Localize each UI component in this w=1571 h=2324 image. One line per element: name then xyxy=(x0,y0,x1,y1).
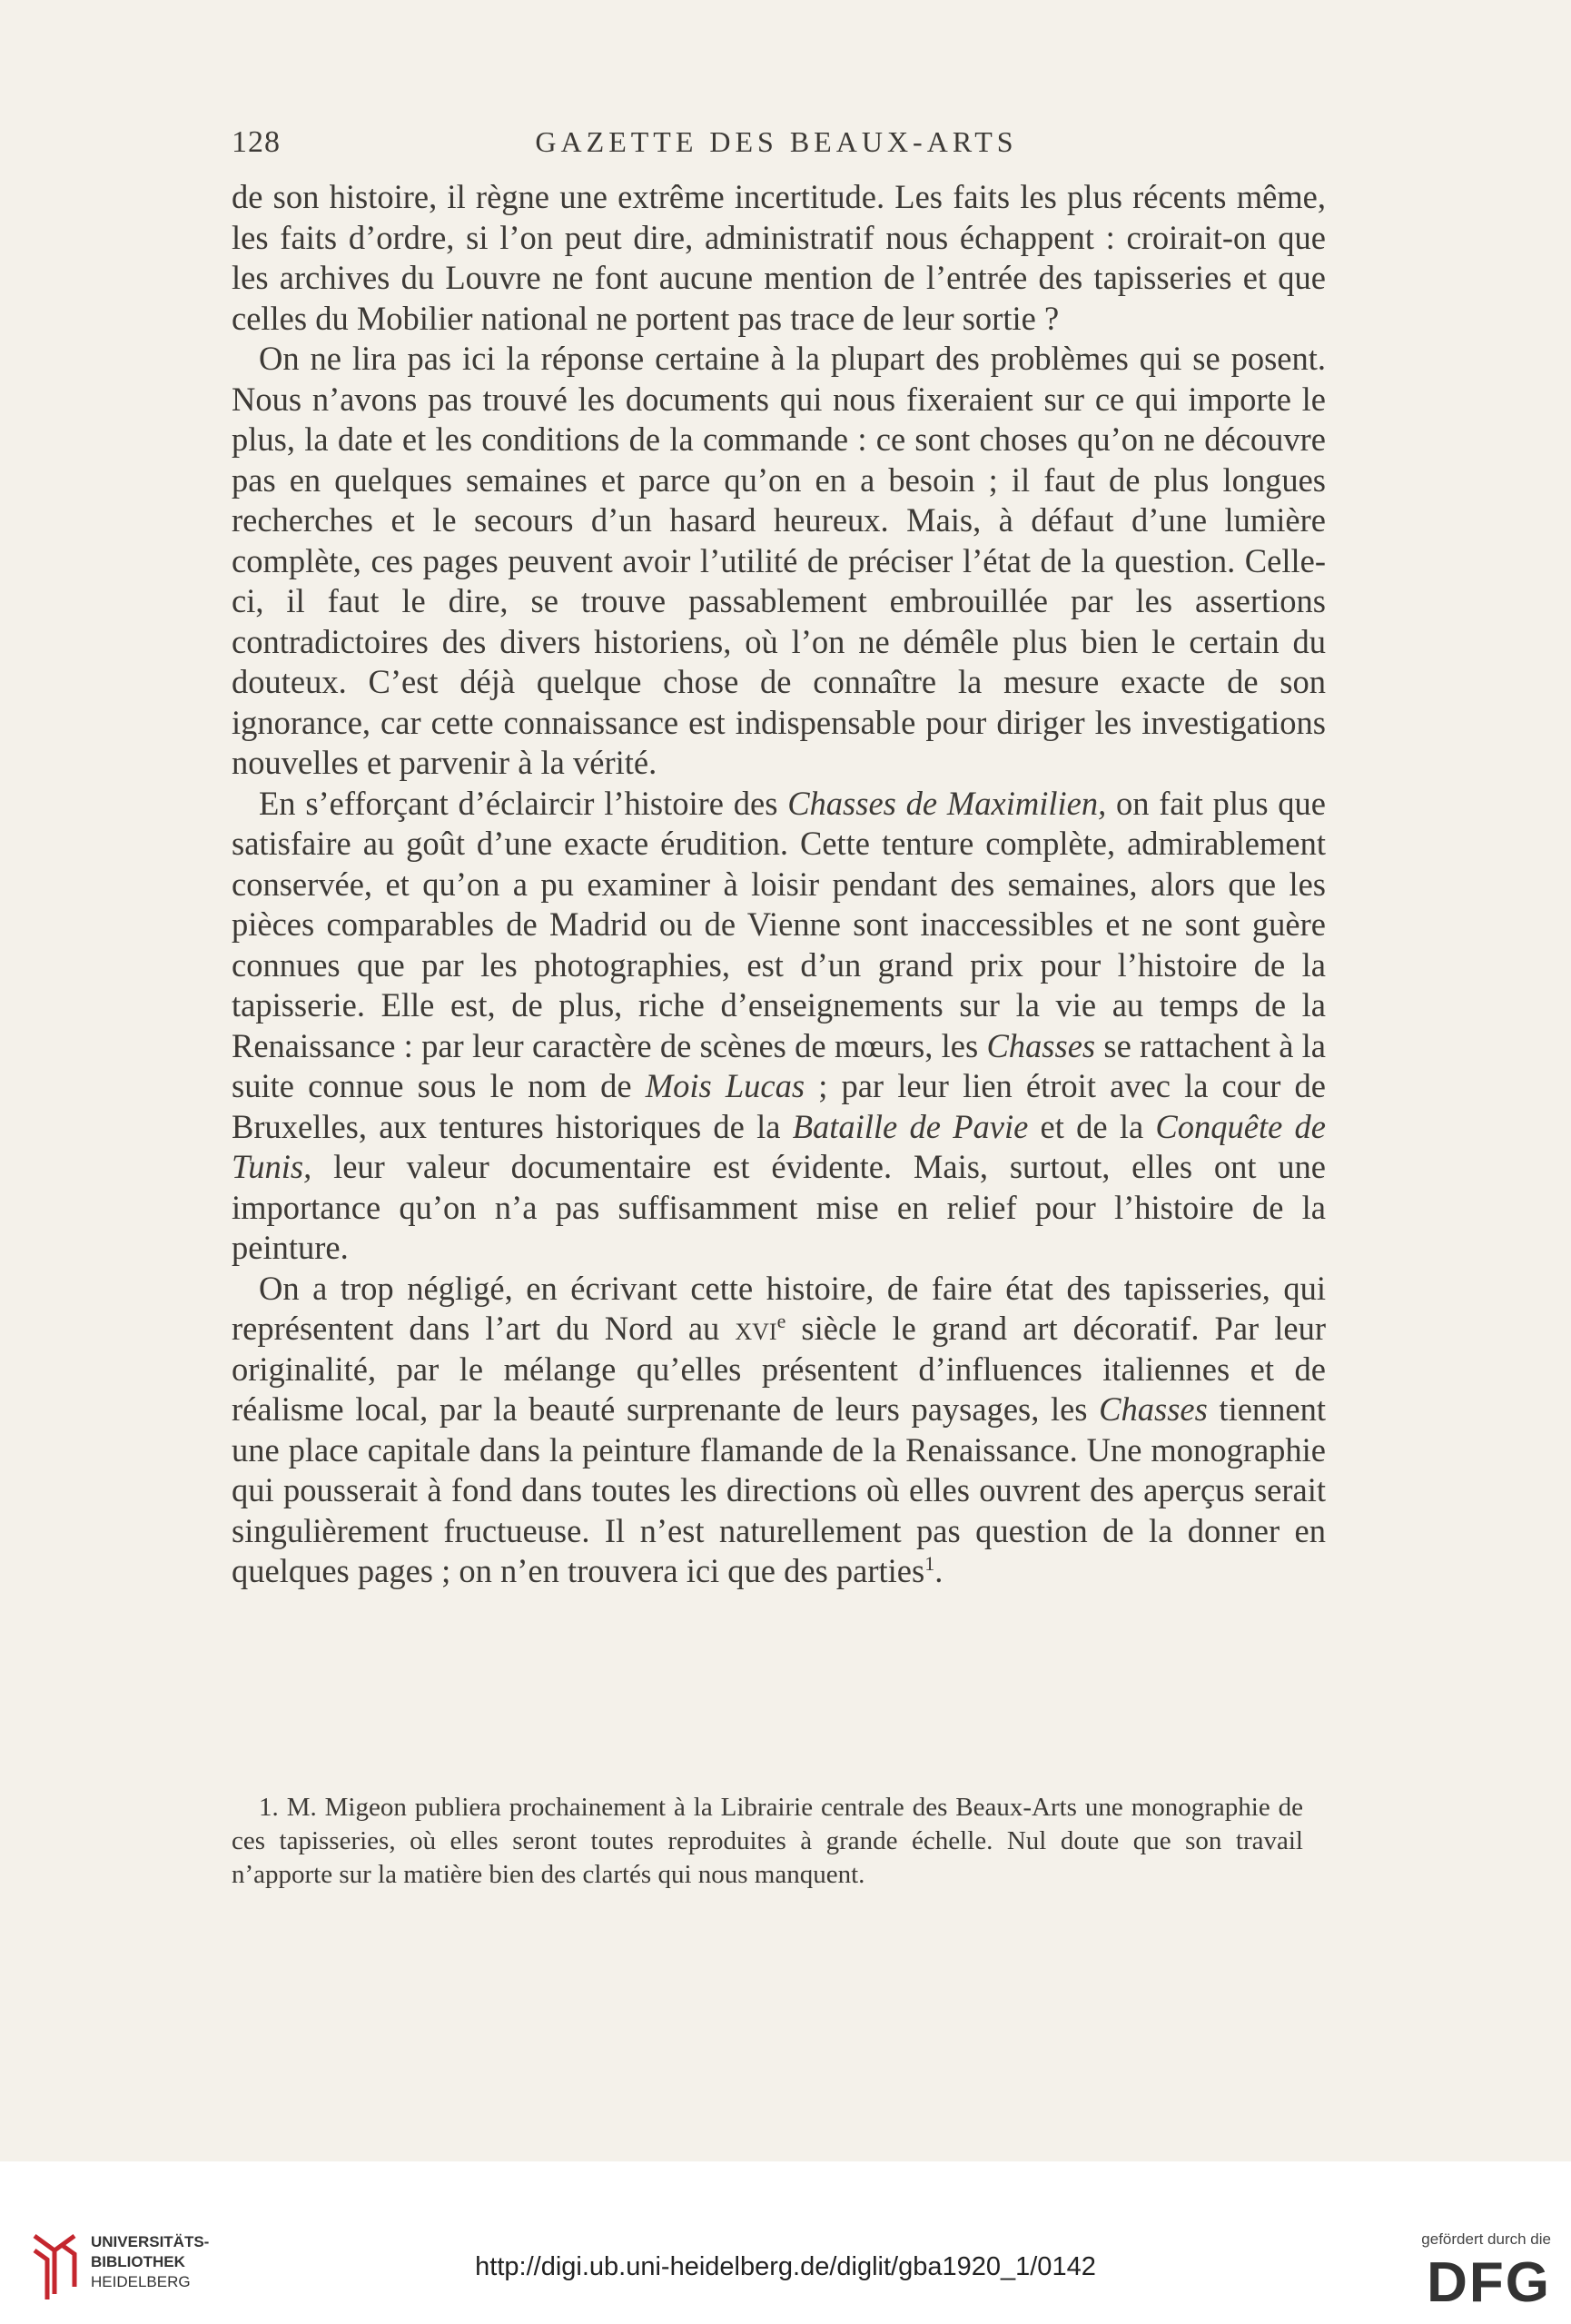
century-numeral: xvi xyxy=(735,1310,777,1347)
italic-title: Chasses xyxy=(986,1026,1096,1064)
text-span: leur valeur documentaire est évidente. Mais, surtout, elles ont une importance qu’on n’a pas suffisamment mise en relief pour l’histoire de la peinture. xyxy=(232,1148,1326,1266)
century-superscript: e xyxy=(776,1309,786,1332)
library-name-line-2: BIBLIOTHEK xyxy=(91,2253,185,2270)
text-span: siècle le grand art décoratif. Par leur originalité, par le mélange qu’elles présentent d’influences italiennes et de réalisme local, par la beauté surprenante de leurs paysages, les xyxy=(232,1310,1326,1428)
text-span: On a trop négligé, en écrivant cette histoire, de faire état des tapisseries, qui représentent dans l’art du Nord au xyxy=(232,1269,1326,1347)
running-header xyxy=(232,125,1321,171)
italic-title: Mois Lucas xyxy=(645,1067,805,1104)
text-span: et de la xyxy=(1028,1107,1156,1145)
library-name-line-3: HEIDELBERG xyxy=(91,2273,191,2290)
funded-by-label: gefördert durch die xyxy=(1421,2230,1551,2248)
text-span: . xyxy=(934,1552,944,1589)
italic-title: Chasses xyxy=(1099,1390,1208,1428)
text-span: on fait plus que satisfaire au goût d’une exacte érudition. Cette tenture complète, admirablement conservée, et qu’on a pu examiner à loisir pendant des semaines, alors que les pièces comparables de Madrid ou de Vienne sont inaccessibles et ne sont guère connues que par les photographies, est d’un grand prix pour l’histoire de la tapisserie. Elle est, de plus, riche d’enseignements sur la vie au temps de la Renaissance : par leur caractère de scènes de mœurs, les xyxy=(232,784,1326,1064)
footnote-paragraph xyxy=(232,1791,1303,1892)
permalink-url[interactable]: http://digi.ub.uni-heidelberg.de/diglit/gba1920_1/0142 xyxy=(475,2252,1096,2281)
footnote-number: 1. xyxy=(259,1793,279,1822)
article-body xyxy=(232,177,1326,1592)
page-number: 128 xyxy=(232,125,281,159)
text-span: En s’efforçant d’éclaircir l’histoire des xyxy=(259,784,788,822)
text-span: se rattachent à la suite connue sous le nom de xyxy=(232,1026,1327,1104)
journal-title: GAZETTE DES BEAUX-ARTS xyxy=(535,125,1018,158)
italic-title: Conquête de Tunis, xyxy=(232,1107,1326,1185)
paragraph-2: On ne lira pas ici la réponse certaine à la plupart des problèmes qui se posent. Nous n’avons pas trouvé les documents qui nous fixeraient sur ce qui importe le plus, la date et les conditions de la commande : ce sont choses qu’on ne découvre pas en quelques semaines et parce qu’on en a besoin ; il faut de plus longues recherches et le secours d’un hasard heureux. Mais, à défaut d’une lumière complète, ces pages peuvent avoir l’utilité de préciser l’état de la question. Celle-ci, il faut le dire, se trouve passablement embrouillée par les assertions contradictoires des divers historiens, où l’on ne démêle plus bien le certain du douteux. C’est déjà quelque chose de connaître la mesure exacte de son ignorance, car cette connaissance est indispensable pour diriger les investigations nouvelles et parvenir à la vérité. xyxy=(232,340,1326,781)
digitization-footer xyxy=(0,2161,1571,2324)
text-span: tiennent une place capitale dans la peinture flamande de la Renaissance. Une monographie qui pousserait à fond dans toutes les directions où elles ouvrent des aperçus serait singulièrement fructueuse. Il n’est naturellement pas question de la donner en quelques pages ; on n’en trouvera ici que des parties xyxy=(232,1390,1327,1589)
footnote xyxy=(232,1791,1303,1892)
footnote-reference: 1 xyxy=(924,1551,935,1575)
paragraph-3 xyxy=(232,784,1326,1269)
italic-title: Chasses de Maximilien, xyxy=(787,784,1107,822)
library-name-line-1: UNIVERSITÄTS- xyxy=(91,2233,210,2250)
footnote-text: M. Migeon publiera prochainement à la Librairie centrale des Beaux-Arts une monographie de ces tapisseries, où elles seront toutes reproduites à grande échelle. Nul doute que son travail n’apporte sur la matière bien des clartés qui nous manquent. xyxy=(232,1793,1304,1889)
dfg-logo: DFG xyxy=(1427,2251,1551,2314)
paragraph-1: de son histoire, il règne une extrême incertitude. Les faits les plus récents même, les faits d’ordre, si l’on peut dire, administratif nous échappent : croirait-on que les archives du Louvre ne font aucune mention de l’entrée des tapisseries et que celles du Mobilier national ne portent pas trace de leur sortie ? xyxy=(232,178,1326,337)
paragraph-4 xyxy=(232,1269,1326,1592)
text-span: ; par leur lien étroit avec la cour de Bruxelles, aux tentures historiques de la xyxy=(232,1067,1326,1145)
italic-title: Bataille de Pavie xyxy=(792,1107,1029,1145)
